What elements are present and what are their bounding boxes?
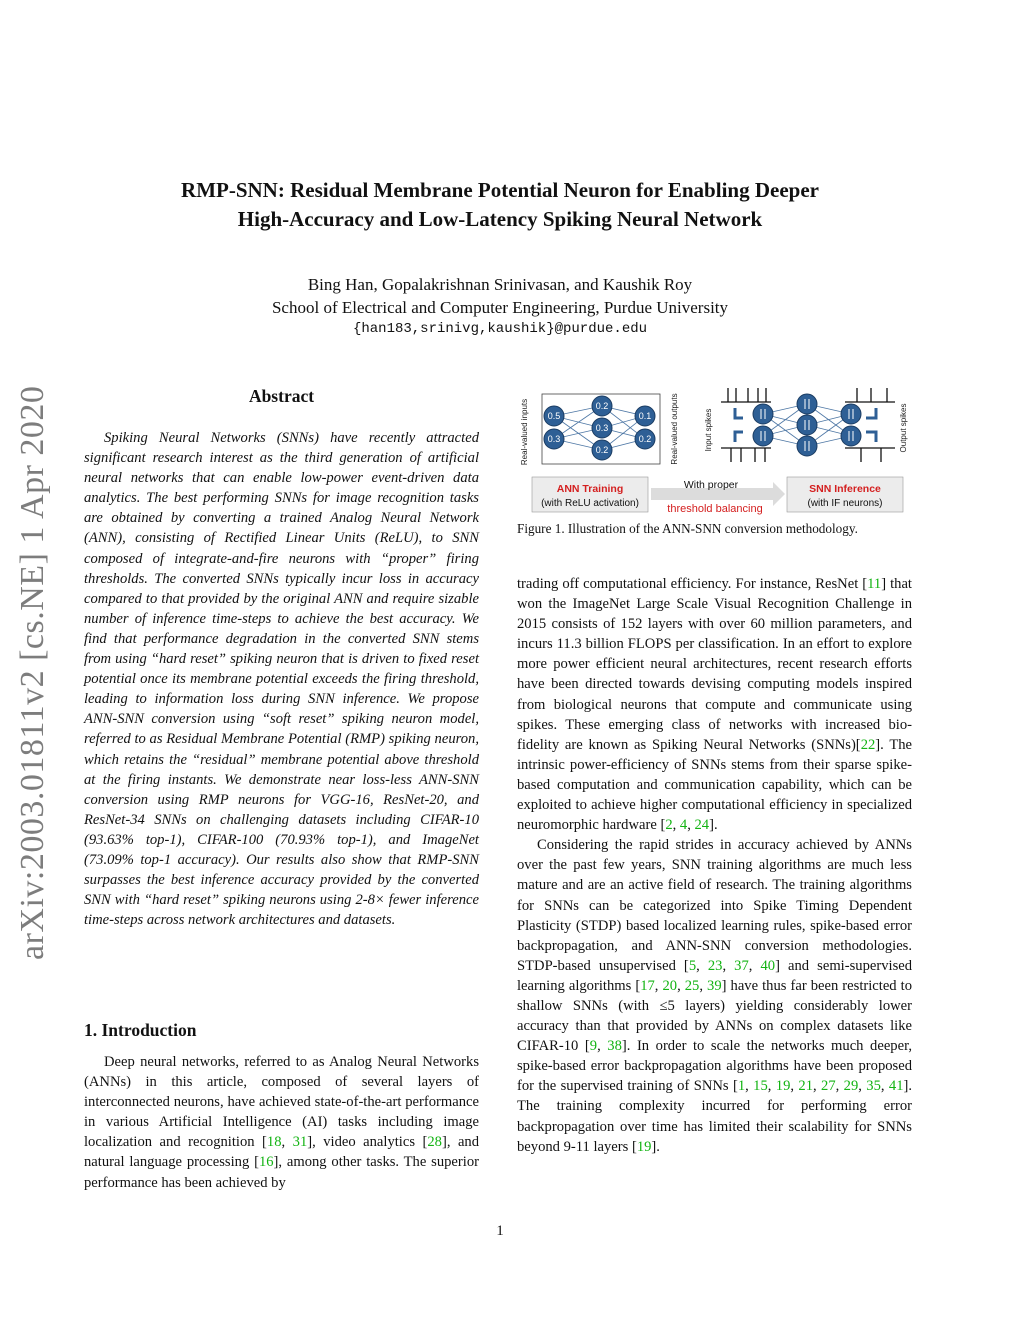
citation-link[interactable]: 29 (843, 1078, 859, 1095)
citation-link[interactable]: 19 (775, 1078, 791, 1095)
citation-link[interactable]: 18 (266, 1134, 282, 1151)
citation-link[interactable]: 11 (867, 576, 882, 592)
title-line-1: RMP-SNN: Residual Membrane Potential Neuron for Enabling Deeper (181, 178, 819, 202)
authors: Bing Han, Gopalakrishnan Srinivasan, and Kaushik Roy (307, 275, 693, 294)
affiliation: School of Electrical and Computer Engineering, Purdue University (271, 298, 729, 317)
arxiv-identifier: arXiv:2003.01811v2 [cs.NE] 1 Apr 2020 (14, 385, 51, 960)
citation-link[interactable]: 1 (737, 1078, 746, 1095)
citation-link[interactable]: 28 (427, 1134, 442, 1151)
citation-link[interactable]: 5 (688, 957, 697, 974)
input-spikes-label: Input spikes (704, 408, 713, 452)
output-spike-trains (845, 388, 895, 462)
citation-link[interactable]: 19 (636, 1138, 652, 1155)
citation-link[interactable]: 31 (292, 1134, 308, 1151)
citation-link[interactable]: 38 (607, 1038, 622, 1055)
hidden-value: 0.2 (595, 445, 609, 455)
real-inputs-label: Real-valued inputs (520, 398, 529, 466)
right-column-text (517, 574, 912, 1157)
hidden-value: 0.2 (595, 401, 609, 411)
citation-link[interactable]: 17 (640, 977, 655, 994)
introduction-paragraph: Deep neural networks, referred to as Analog Neural Networks (ANNs) in this article, composed of several layers of interconnected neurons, have achieved state-of-the-art performance in various Artificial Intelligence (AI) tasks including image localization and recognition [18, 31], video analytics [28], and natural language processing [16], among other tasks. The superior performance has been achieved by (84, 1054, 480, 1191)
email: {han183,srinivg,kaushik}@purdue.edu (352, 321, 648, 337)
paper-title (60, 176, 940, 234)
arrow-label-bottom: threshold balancing (667, 503, 763, 515)
output-spikes-label: Output spikes (899, 403, 908, 453)
citation-link[interactable]: 2 (665, 817, 673, 834)
hidden-value: 0.3 (595, 423, 609, 433)
figure-1 (515, 384, 915, 518)
author-block (60, 273, 940, 319)
citation-link[interactable]: 40 (760, 957, 776, 974)
citation-link[interactable]: 9 (589, 1038, 598, 1055)
citation-link[interactable]: 21 (798, 1078, 813, 1095)
output-value: 0.1 (638, 411, 652, 421)
introduction-heading: 1. Introduction (84, 1020, 197, 1040)
arrow-label-top: With proper (683, 479, 739, 491)
input-value: 0.5 (547, 411, 561, 421)
title-line-2: High-Accuracy and Low-Latency Spiking Neural Network (237, 207, 763, 231)
output-arrow-icons (866, 408, 876, 442)
output-value: 0.2 (638, 434, 652, 444)
paragraph: trading off computational efficiency. For instance, ResNet [11] that won the ImageNet Large Scale Visual Recognition Challenge in 2015 consists of 152 layers with over 60 million parameters, and incurs 11.3 billion FLOPS per classification. In an effort to explore more power efficient neural architectures, recent research efforts have been directed towards devising computing models inspired from biological neurons that compute and communicate using spikes. These emerging class of networks with increased bio-fidelity are known as Spiking Neural Networks (SNNs)[22]. The intrinsic power-efficiency of SNNs stems from their sparse spike-based computation and communication capability, which can be exploited to achieve higher computational efficiency in specialized neuromorphic hardware [2, 4, 24]. (517, 576, 913, 834)
abstract-text: Spiking Neural Networks (SNNs) have recently attracted significant research interest as the third generation of artificial neural networks that can enable low-power event-driven data analytics. The best performing SNNs for image recognition tasks are obtained by converting a trained Analog Neural Network (ANN), consisting of Rectified Linear Units (ReLU), to SNN composed of integrate-and-fire neurons with “proper” firing thresholds. The converted SNNs typically incur loss in accuracy compared to that provided by the original ANN and require sizable number of inference time-steps to achieve the best accuracy. We find that performance degradation in the converted SNN stems from using “hard reset” spiking neuron that is driven to fixed reset potential once its membrane potential exceeds the firing threshold, leading to information loss during SNN inference. We propose ANN-SNN conversion using “soft reset” spiking neuron model, referred to as Residual Membrane Potential (RMP) spiking neuron, which retains the “residual” membrane potential above threshold at the firing instants. We demonstrate near loss-less ANN-SNN conversion using RMP neurons for VGG-16, ResNet-20, and ResNet-34 SNNs on challenging datasets including CIFAR-10 (93.63% top-1), CIFAR-100 (70.93% top-1), and ImageNet (73.09% top-1 accuracy). Our results also show that RMP-SNN surpasses the best inference accuracy provided by the converted SNN with “hard reset” spiking neurons using 2-8× fewer inference time-steps across network architectures and datasets. (84, 430, 479, 929)
citation-link[interactable]: 20 (662, 977, 678, 994)
real-outputs-label: Real-valued outputs (670, 393, 679, 465)
input-arrow-icons (735, 408, 743, 442)
citation-link[interactable]: 37 (734, 957, 749, 974)
citation-link[interactable]: 23 (707, 957, 723, 974)
abstract-heading: Abstract (248, 386, 315, 406)
citation-link[interactable]: 35 (866, 1078, 881, 1095)
input-value: 0.3 (547, 434, 561, 444)
citation-link[interactable]: 22 (860, 736, 876, 753)
page-number: 1 (496, 1223, 504, 1239)
citation-link[interactable]: 16 (258, 1154, 274, 1171)
input-spike-trains (721, 388, 771, 462)
citation-link[interactable]: 27 (821, 1078, 836, 1095)
citation-link[interactable]: 4 (679, 817, 688, 834)
paragraph: Considering the rapid strides in accuracy achieved by ANNs over the past few years, SNN training algorithms are much less mature and are an active field of research. The training algorithms for SNNs can be categorized into Spike Timing Dependent Plasticity (STDP) based localized learning rules, spike-based error backpropagation, and ANN-SNN conversion methodologies. STDP-based unsupervised [5, 23, 37, 40] and semi-supervised learning algorithms [17, 20, 25, 39] have thus far been restricted to shallow SNNs (with ≤5 layers) yielding considerably lower accuracy than that provided by ANNs on complex datasets like CIFAR-10 [9, 38]. In order to scale the networks much deeper, spike-based error backpropagation algorithms have been proposed for the supervised training of SNNs [1, 15, 19, 21, 27, 29, 35, 41]. The training complexity incurred for performing error backpropagation over time has limited their scalability for SNNs beyond 9-11 layers [19]. (517, 837, 913, 1155)
snn-neurons (753, 394, 861, 456)
citation-link[interactable]: 25 (684, 977, 700, 994)
citation-link[interactable]: 24 (694, 817, 710, 834)
citation-link[interactable]: 15 (753, 1078, 768, 1095)
snn-box-title: SNN Inference (809, 483, 881, 495)
figure-caption: Figure 1. Illustration of the ANN-SNN conversion methodology. (517, 521, 858, 536)
ann-box-sub: (with ReLU activation) (541, 498, 639, 509)
citation-link[interactable]: 41 (888, 1078, 904, 1095)
snn-box-sub: (with IF neurons) (807, 498, 883, 509)
citation-link[interactable]: 39 (707, 977, 722, 994)
ann-box-title: ANN Training (556, 483, 624, 495)
